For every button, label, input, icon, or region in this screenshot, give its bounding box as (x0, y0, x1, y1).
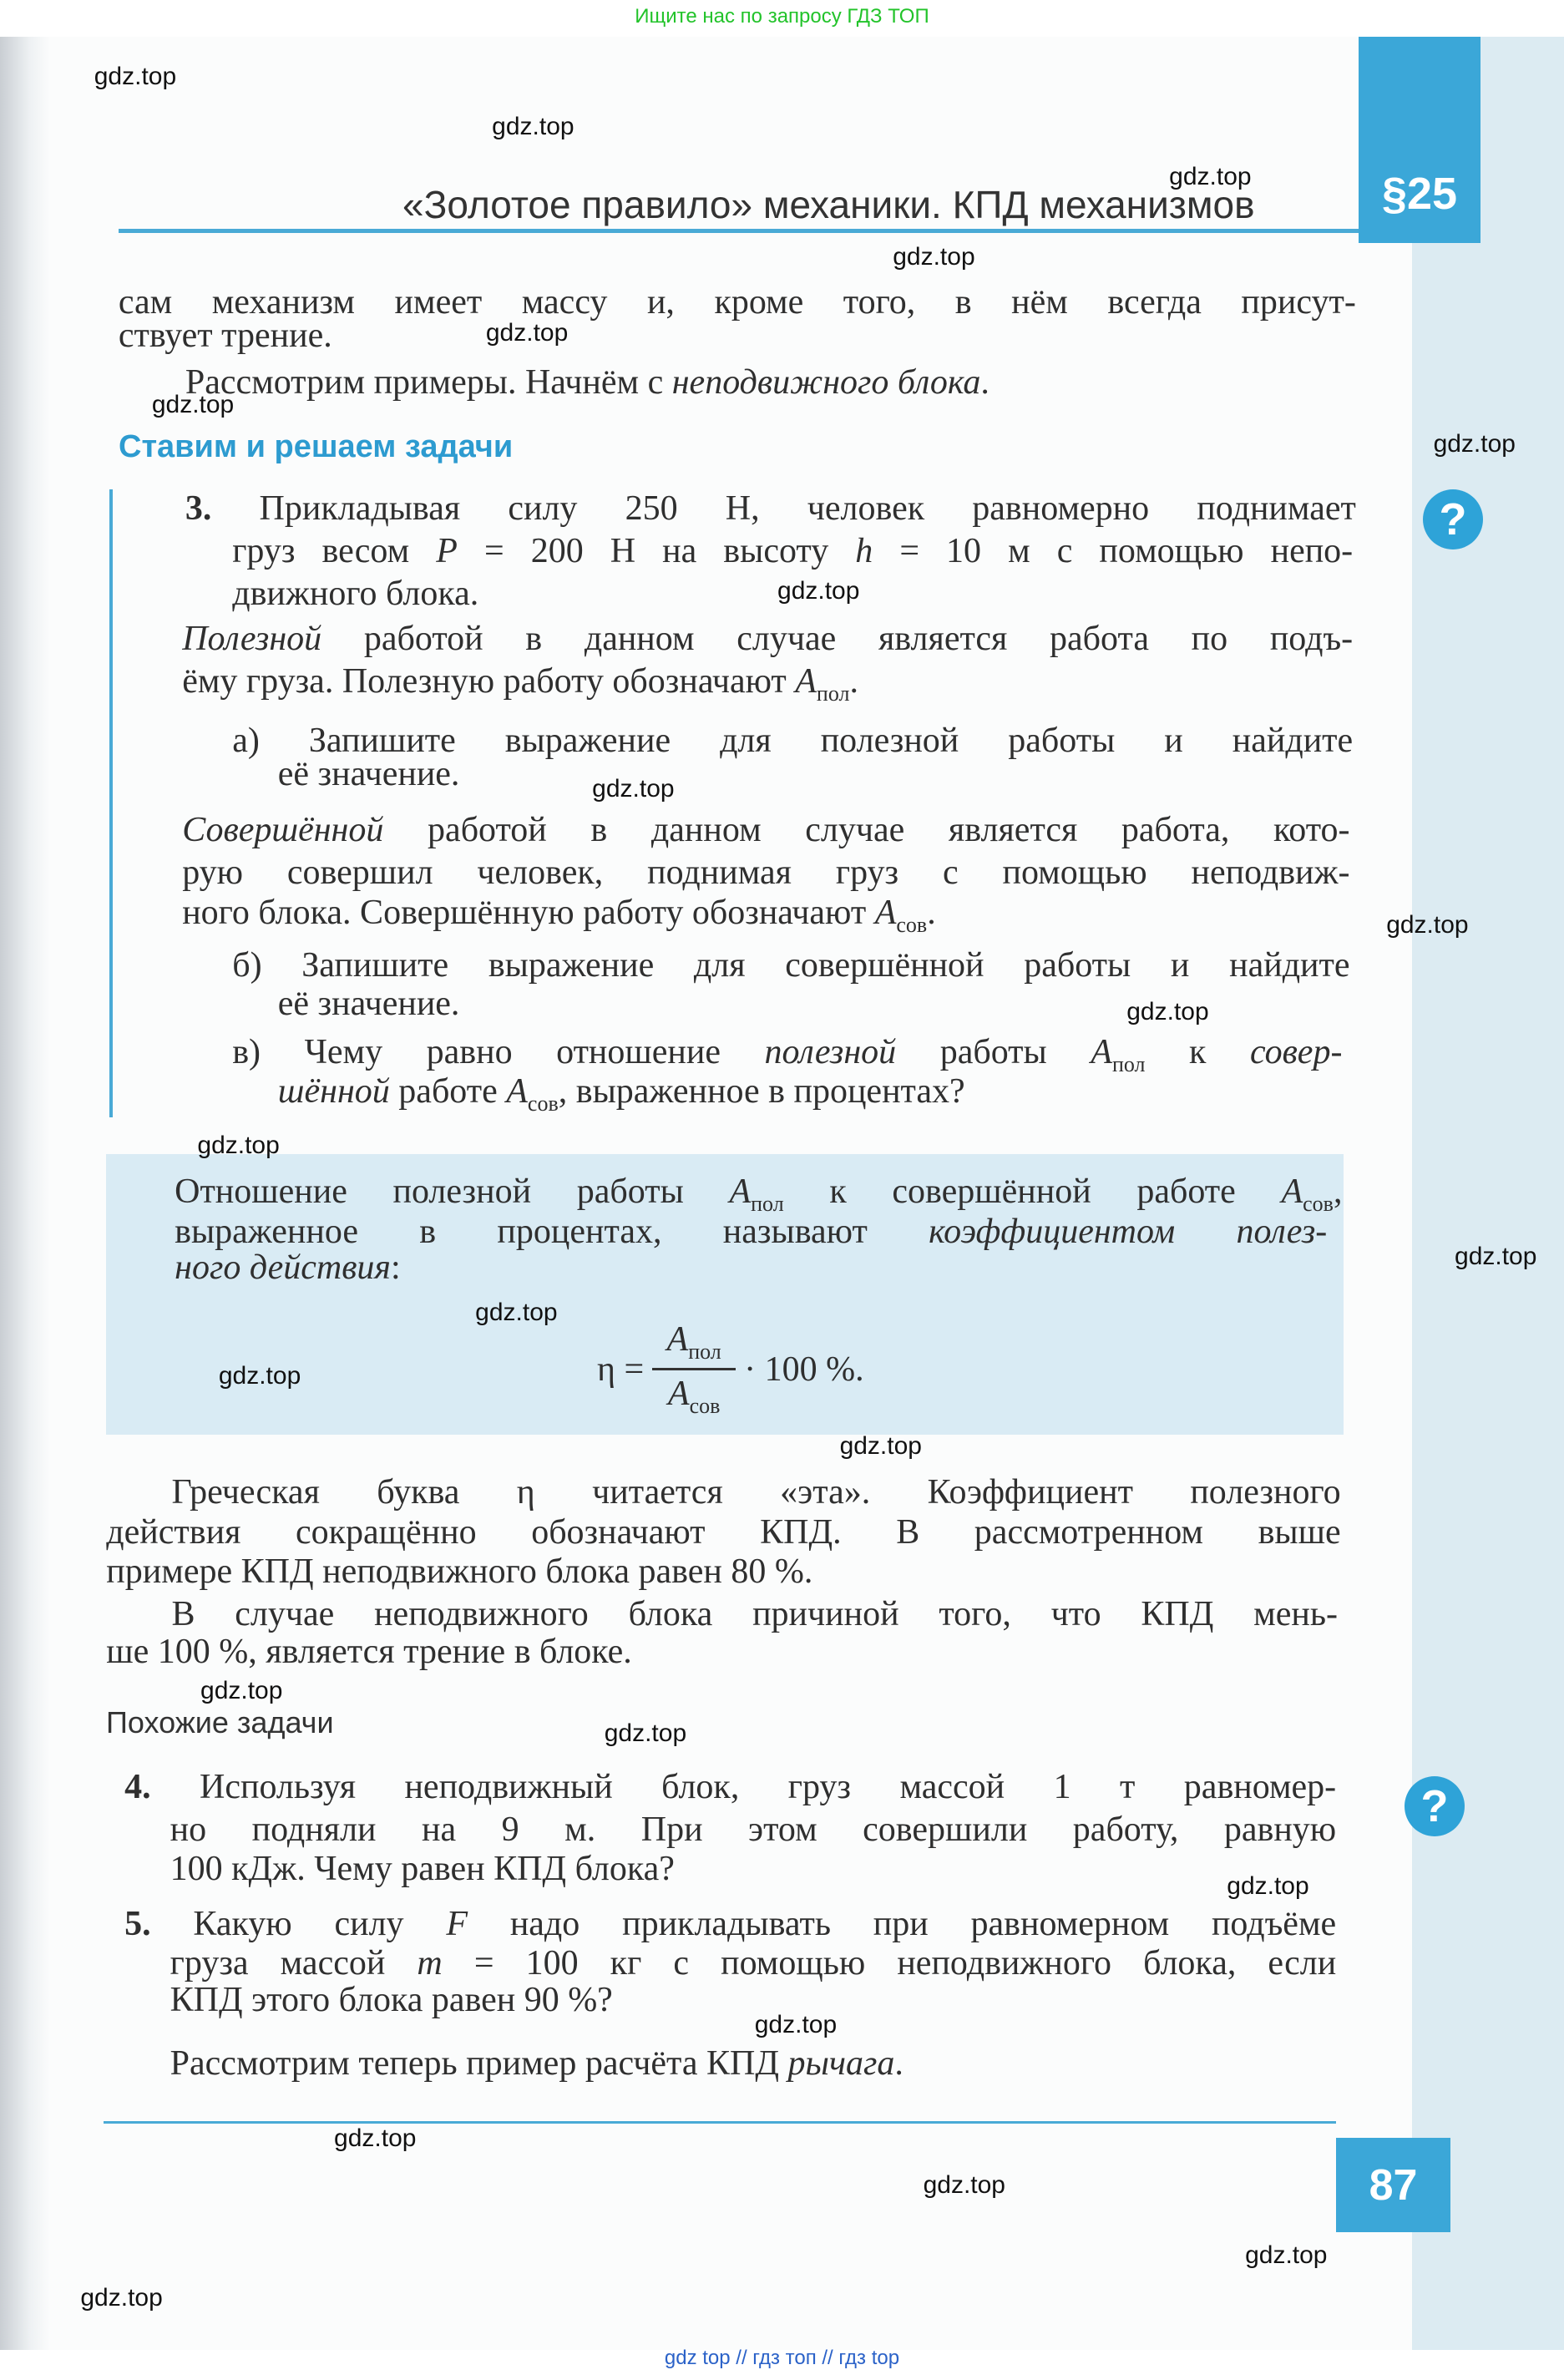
text-line (119, 316, 332, 356)
text-segment: A (795, 662, 817, 701)
text-segment: б) Запишите выражение для совершённой работы и найдите (232, 946, 1350, 985)
text-segment: A (1281, 1172, 1303, 1212)
text-line (232, 945, 1349, 985)
watermark: gdz.top (197, 1131, 280, 1159)
text-segment: в) Чему равно отношение (232, 1032, 765, 1071)
text-segment: Рассмотрим примеры. Начнём с (185, 363, 672, 403)
text-segment: сам механизм имеет массу и, кроме того, в нём всегда присут- (118, 282, 1356, 322)
watermark: gdz.top (80, 2284, 163, 2312)
text-line (170, 1943, 1337, 1983)
margin-strip (1412, 37, 1564, 2350)
text-segment: 100 кДж. Чему равен КПД блока? (170, 1850, 675, 1889)
text-segment: A (874, 893, 897, 932)
formula-den-sub: сов (689, 1394, 721, 1418)
text-segment: . (894, 2044, 903, 2084)
text-segment: к совершённой работе (783, 1172, 1282, 1212)
watermark: gdz.top (334, 2124, 417, 2153)
text-segment: примере КПД неподвижного блока равен 80 %. (106, 1552, 813, 1591)
text-segment: Греческая буква η читается «эта». Коэффициент полезного (171, 1473, 1341, 1512)
watermark: gdz.top (1227, 1872, 1309, 1901)
text-segment: надо прикладывать при равномерном подъёме (468, 1904, 1337, 1943)
watermark: gdz.top (1245, 2241, 1328, 2270)
text-line (182, 619, 1353, 659)
text-line (185, 362, 990, 403)
watermark: gdz.top (94, 62, 177, 90)
watermark: gdz.top (1455, 1242, 1537, 1270)
formula-lhs: η = (597, 1350, 645, 1389)
text-segment: 3. (185, 489, 212, 528)
text-line (182, 893, 935, 945)
text-segment: A (1091, 1032, 1112, 1071)
text-line (175, 1248, 401, 1288)
watermark: gdz.top (218, 1362, 301, 1390)
text-segment: . (849, 662, 858, 701)
text-line (171, 1594, 1338, 1634)
watermark: gdz.top (485, 319, 569, 347)
text-segment: = 200 Н на высоту (457, 531, 856, 570)
text-segment: 4. (124, 1768, 151, 1807)
text-segment: : (390, 1248, 401, 1288)
text-segment: сов (896, 912, 928, 937)
formula-denominator: A (667, 1375, 690, 1413)
task-left-bar (109, 489, 113, 1117)
text-segment: неподвижного блока (671, 363, 981, 403)
question-icon: ? (1405, 1776, 1465, 1836)
text-segment: Отношение полезной работы (175, 1172, 730, 1212)
text-segment: Совершённой (182, 811, 384, 850)
text-segment: к (1145, 1032, 1250, 1071)
text-segment: = 100 кг с помощью неподвижного блока, если (442, 1944, 1337, 1982)
text-line (170, 1849, 675, 1889)
text-segment: Полезной (182, 620, 322, 659)
text-segment: , (1333, 1172, 1343, 1212)
search-banner[interactable]: Ищите нас по запросу ГДЗ ТОП (635, 5, 929, 28)
text-segment: сов (1303, 1192, 1334, 1217)
watermark: gdz.top (151, 390, 235, 418)
text-line (185, 489, 1356, 529)
text-segment: работой в данном случае является работа, кото- (383, 811, 1350, 850)
text-line (278, 984, 460, 1024)
section-badge: §25 (1359, 37, 1480, 243)
text-line (170, 1810, 1337, 1850)
header-rule (119, 229, 1359, 233)
watermark: gdz.top (1433, 429, 1516, 458)
text-segment: ствует трение. (118, 316, 332, 355)
text-line (124, 1767, 1336, 1807)
footer-rule (104, 2121, 1336, 2124)
text-segment: . (927, 893, 936, 932)
text-line (232, 574, 478, 614)
text-segment: работе (389, 1072, 507, 1112)
watermark: gdz.top (592, 774, 675, 803)
text-segment: Прикладывая силу 250 Н, человек равномерно поднимает (211, 489, 1356, 528)
text-segment: ше 100 %, является трение в блоке. (106, 1633, 632, 1672)
page-spine-shadow (0, 37, 50, 2350)
text-line (182, 853, 1349, 893)
text-line (106, 1632, 632, 1672)
text-segment: пол (1111, 1051, 1146, 1076)
watermark: gdz.top (604, 1719, 687, 1747)
text-segment: ёму груза. Полезную работу обозначают (182, 662, 796, 701)
text-line (182, 810, 1349, 850)
watermark: gdz.top (200, 1676, 283, 1704)
text-segment: совер- (1249, 1032, 1343, 1071)
text-line (106, 1512, 1340, 1552)
question-icon: ? (1423, 489, 1483, 549)
text-segment: груз весом (232, 531, 437, 570)
text-segment: рычага (787, 2044, 895, 2084)
text-line (232, 531, 1353, 571)
text-segment: h (855, 531, 873, 570)
watermark: gdz.top (839, 1431, 922, 1460)
text-segment: груза массой (170, 1944, 418, 1982)
text-segment: сов (527, 1091, 559, 1117)
watermark: gdz.top (923, 2171, 1005, 2200)
page-number: 87 (1336, 2138, 1450, 2232)
text-segment: пол (816, 681, 850, 706)
watermark: gdz.top (893, 243, 975, 271)
text-segment: = 10 м с помощью непо- (873, 531, 1354, 570)
text-segment: коэффициентом полез- (929, 1212, 1328, 1251)
text-segment: Какую силу (150, 1904, 447, 1943)
text-segment: 5. (124, 1904, 151, 1943)
text-segment: ного блока. Совершённую работу обозначают (182, 893, 875, 932)
text-segment: её значение. (277, 984, 460, 1023)
watermark: gdz.top (754, 2010, 838, 2038)
text-segment: В случае неподвижного блока причиной того, что КПД мень- (171, 1594, 1338, 1633)
footer-links[interactable]: gdz top // гдз топ // гдз top (664, 2347, 900, 2369)
watermark: gdz.top (1126, 997, 1209, 1025)
text-line (182, 661, 858, 714)
text-segment: пол (751, 1192, 784, 1217)
watermark: gdz.top (475, 1298, 558, 1326)
formula-numerator: A (666, 1320, 689, 1359)
text-line (278, 1071, 965, 1124)
watermark: gdz.top (777, 577, 860, 605)
section-heading: Ставим и решаем задачи (119, 429, 514, 464)
formula-num-sub: пол (688, 1339, 721, 1364)
text-segment: КПД этого блока равен 90 %? (170, 1980, 613, 2019)
text-line (170, 1980, 613, 2020)
text-segment: A (506, 1072, 528, 1112)
text-segment: полезной (764, 1032, 897, 1071)
text-segment: выраженное в процентах, называют (175, 1212, 929, 1251)
fraction-bar (652, 1368, 736, 1370)
text-segment: A (729, 1172, 752, 1212)
text-segment: шённой (277, 1072, 390, 1112)
formula-rhs: · 100 %. (744, 1350, 864, 1389)
watermark: gdz.top (1386, 911, 1469, 939)
text-segment: . (980, 363, 990, 403)
text-segment: работы (896, 1032, 1091, 1071)
text-segment: Рассмотрим теперь пример расчёта КПД (170, 2044, 788, 2084)
page-title: «Золотое правило» механики. КПД механизмов (402, 183, 1255, 226)
text-segment: P (436, 531, 458, 570)
text-segment: m (417, 1944, 443, 1982)
watermark: gdz.top (1169, 162, 1252, 190)
text-line (278, 754, 460, 794)
efficiency-formula (597, 1319, 864, 1419)
text-segment: ного действия (175, 1248, 391, 1288)
text-line (175, 1212, 1327, 1252)
text-line (171, 1472, 1340, 1512)
text-line (170, 2043, 903, 2084)
watermark: gdz.top (492, 112, 574, 140)
formula-fraction (652, 1319, 736, 1419)
text-segment: F (446, 1904, 468, 1943)
text-segment: работой в данном случае является работа по подъ- (321, 620, 1354, 659)
text-segment: Используя неподвижный блок, груз массой 1 т равномер- (150, 1768, 1337, 1807)
text-line (106, 1552, 812, 1592)
text-segment: но подняли на 9 м. При этом совершили работу, равную (170, 1810, 1337, 1849)
text-segment: её значение. (277, 755, 460, 794)
text-line (124, 1904, 1336, 1944)
text-segment: , выраженное в процентах? (558, 1072, 965, 1112)
text-segment: рую совершил человек, поднимая груз с помощью неподвиж- (182, 853, 1350, 893)
text-segment: движного блока. (232, 574, 479, 613)
similar-tasks-heading: Похожие задачи (106, 1705, 334, 1739)
text-segment: действия сокращённо обозначают КПД. В рассмотренном выше (106, 1512, 1341, 1552)
text-segment: а) Запишите выражение для полезной работы и найдите (232, 722, 1354, 761)
